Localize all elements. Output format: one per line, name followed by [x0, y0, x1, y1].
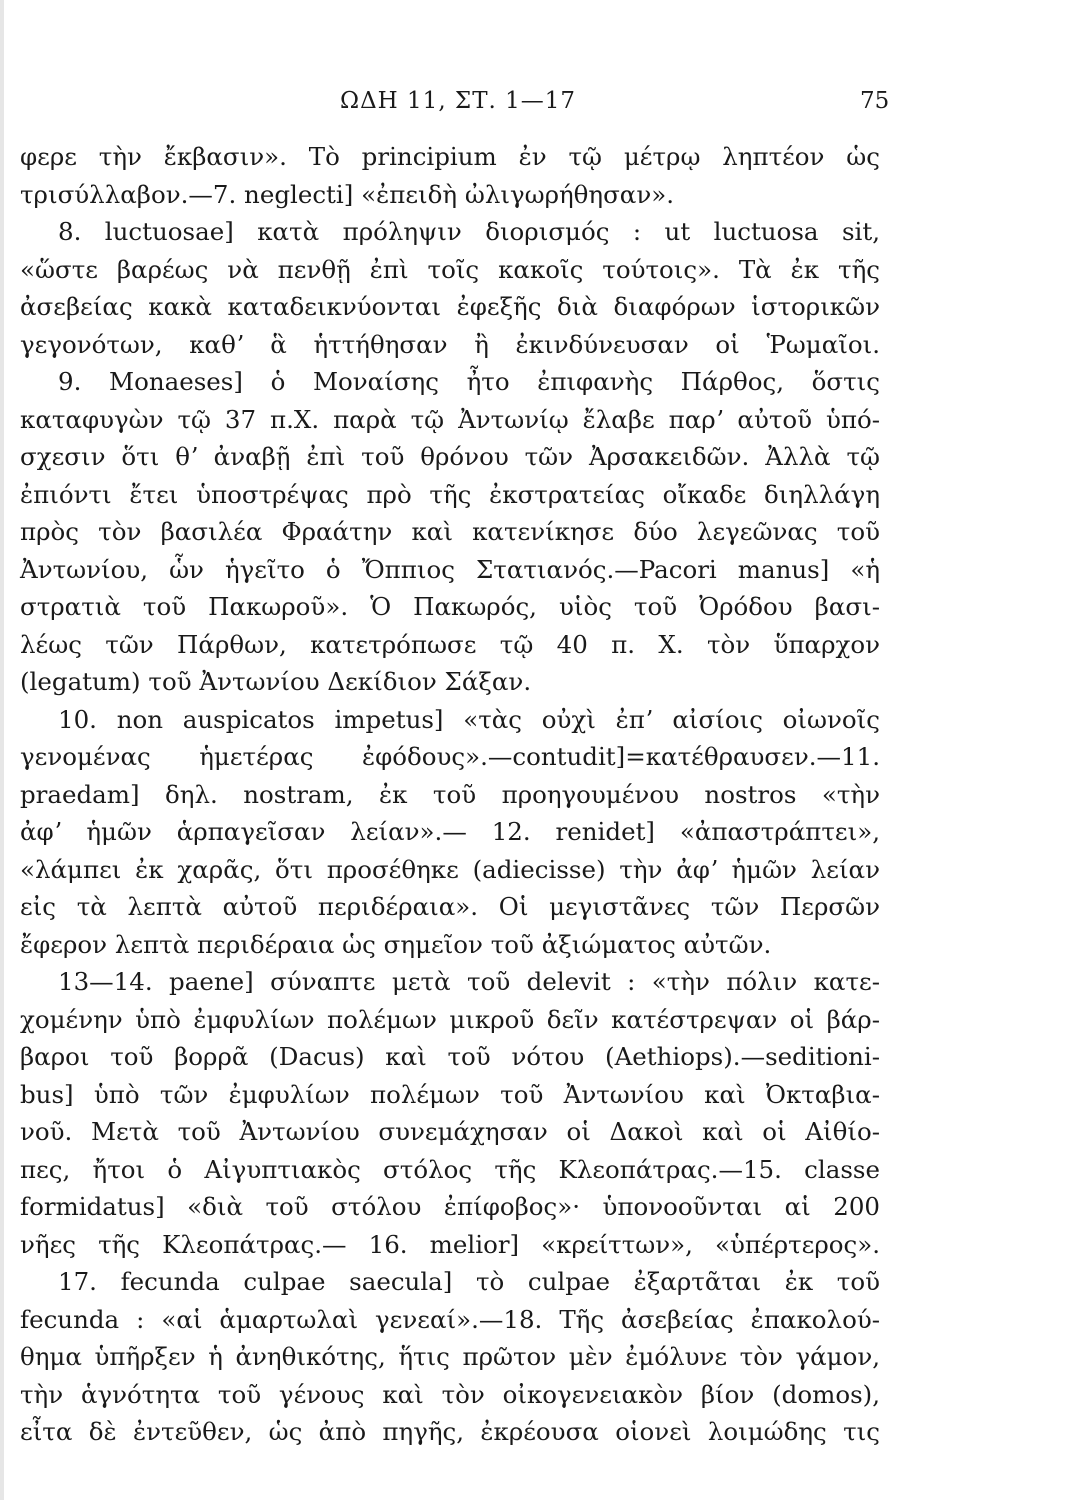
text-line: γενομένας ἡμετέρας ἐφόδους».—contudit]=κατέθραυσεν.—11. — [20, 742, 880, 771]
text-line: «λάμπει ἐκ χαρᾶς, ὅτι προσέθηκε (adiecisse) τὴν ἀφʼ ἡμῶν λείαν — [20, 855, 880, 884]
text-line: νοῦ. Μετὰ τοῦ Ἀντωνίου συνεμάχησαν οἱ Δακοὶ καὶ οἱ Αἰθίο- — [20, 1117, 880, 1146]
text-line: εἰς τὰ λεπτὰ αὐτοῦ περιδέραια». Οἱ μεγιστᾶνες τῶν Περσῶν — [20, 892, 880, 921]
text-line: Ἀντωνίου, ὧν ἡγεῖτο ὁ Ὄππιος Στατιανός.—Pacori manus] «ἡ — [20, 555, 880, 584]
text-line: εἶτα δὲ ἐντεῦθεν, ὡς ἀπὸ πηγῆς, ἐκρέουσα οἱονεὶ λοιμώδης τις — [20, 1417, 880, 1446]
text-line: λέως τῶν Πάρθων, κατετρόπωσε τῷ 40 π. Χ. τὸν ὕπαρχον — [20, 630, 880, 659]
text-line: πρὸς τὸν βασιλέα Φραάτην καὶ κατενίκησε δύο λεγεῶνας τοῦ — [20, 517, 880, 546]
page-edge — [0, 0, 4, 1500]
text-line: χομένην ὑπὸ ἐμφυλίων πολέμων μικροῦ δεῖν κατέστρεψαν οἱ βάρ- — [20, 1005, 880, 1034]
text-line: ἔφερον λεπτὰ περιδέραια ὡς σημεῖον τοῦ ἀξιώματος αὐτῶν. — [20, 930, 772, 959]
text-line: ἀσεβείας κακὰ καταδεικνύονται ἐφεξῆς διὰ διαφόρων ἱστορικῶν — [20, 292, 880, 321]
text-line: καταφυγὼν τῷ 37 π.Χ. παρὰ τῷ Ἀντωνίῳ ἔλαβε παρʼ αὐτοῦ ὑπό- — [20, 405, 880, 434]
text-line: praedam] δηλ. nostram, ἐκ τοῦ προηγουμένου nostros «τὴν — [20, 780, 880, 809]
text-line: bus] ὑπὸ τῶν ἐμφυλίων πολέμων τοῦ Ἀντωνίου καὶ Ὀκταβια- — [20, 1080, 880, 1109]
text-line: (legatum) τοῦ Ἀντωνίου Δεκίδιον Σάξαν. — [20, 667, 532, 696]
text-line: 9. Monaeses] ὁ Μοναίσης ἦτο ἐπιφανὴς Πάρθος, ὅστις — [58, 367, 880, 396]
text-line: πες, ἤτοι ὁ Αἰγυπτιακὸς στόλος τῆς Κλεοπάτρας.—15. classe — [20, 1155, 880, 1184]
running-head — [0, 88, 1075, 124]
text-line: 10. non auspicatos impetus] «τὰς οὐχὶ ἐπʼ αἰσίοις οἰωνοῖς — [58, 705, 880, 734]
page-number: 75 — [860, 88, 890, 114]
text-line: σχεσιν ὅτι θʼ ἀναβῇ ἐπὶ τοῦ θρόνου τῶν Ἀρσακειδῶν. Ἀλλὰ τῷ — [20, 442, 880, 471]
text-line: γεγονότων, καθʼ ἃ ἡττήθησαν ἢ ἐκινδύνευσαν οἱ Ῥωμαῖοι. — [20, 330, 880, 359]
text-line: φερε τὴν ἔκβασιν». Τὸ principium ἐν τῷ μέτρῳ ληπτέον ὡς — [20, 142, 880, 171]
text-line: 17. fecunda culpae saecula] τὸ culpae ἐξαρτᾶται ἐκ τοῦ — [58, 1267, 880, 1296]
text-line: στρατιὰ τοῦ Πακωροῦ». Ὁ Πακωρός, υἱὸς τοῦ Ὀρόδου βασι- — [20, 592, 880, 621]
text-line: θημα ὑπῆρξεν ἡ ἀνηθικότης, ἥτις πρῶτον μὲν ἐμόλυνε τὸν γάμον, — [20, 1342, 880, 1371]
text-line: 8. luctuosae] κατὰ πρόληψιν διορισμός : ut luctuosa sit, — [58, 217, 880, 246]
running-title: ΩΔΗ 11, ΣΤ. 1—17 — [340, 88, 577, 114]
text-line: τρισύλλαβον.—7. neglecti] «ἐπειδὴ ὠλιγωρήθησαν». — [20, 180, 675, 209]
text-line: ἐπιόντι ἔτει ὑποστρέψας πρὸ τῆς ἐκστρατείας οἴκαδε διηλλάγη — [20, 480, 880, 509]
text-line: formidatus] «διὰ τοῦ στόλου ἐπίφοβος»· ὑπονοοῦνται αἱ 200 — [20, 1192, 880, 1221]
text-line: νῆες τῆς Κλεοπάτρας.— 16. melior] «κρείττων», «ὑπέρτερος». — [20, 1230, 880, 1259]
text-line: βαροι τοῦ βορρᾶ (Dacus) καὶ τοῦ νότου (Aethiops).—seditioni- — [20, 1042, 880, 1071]
text-line: fecunda : «αἱ ἁμαρτωλαὶ γενεαί».—18. Τῆς ἀσεβείας ἐπακολού- — [20, 1305, 880, 1334]
text-line: τὴν ἁγνότητα τοῦ γένους καὶ τὸν οἰκογενειακὸν βίον (domos), — [20, 1380, 880, 1409]
text-line: 13—14. paene] σύναπτε μετὰ τοῦ delevit : «τὴν πόλιν κατε- — [58, 967, 880, 996]
text-line: «ὥστε βαρέως νὰ πενθῇ ἐπὶ τοῖς κακοῖς τούτοις». Τὰ ἐκ τῆς — [20, 255, 880, 284]
text-line: ἀφʼ ἡμῶν ἁρπαγεῖσαν λείαν».— 12. renidet] «ἀπαστράπτει», — [20, 817, 880, 846]
